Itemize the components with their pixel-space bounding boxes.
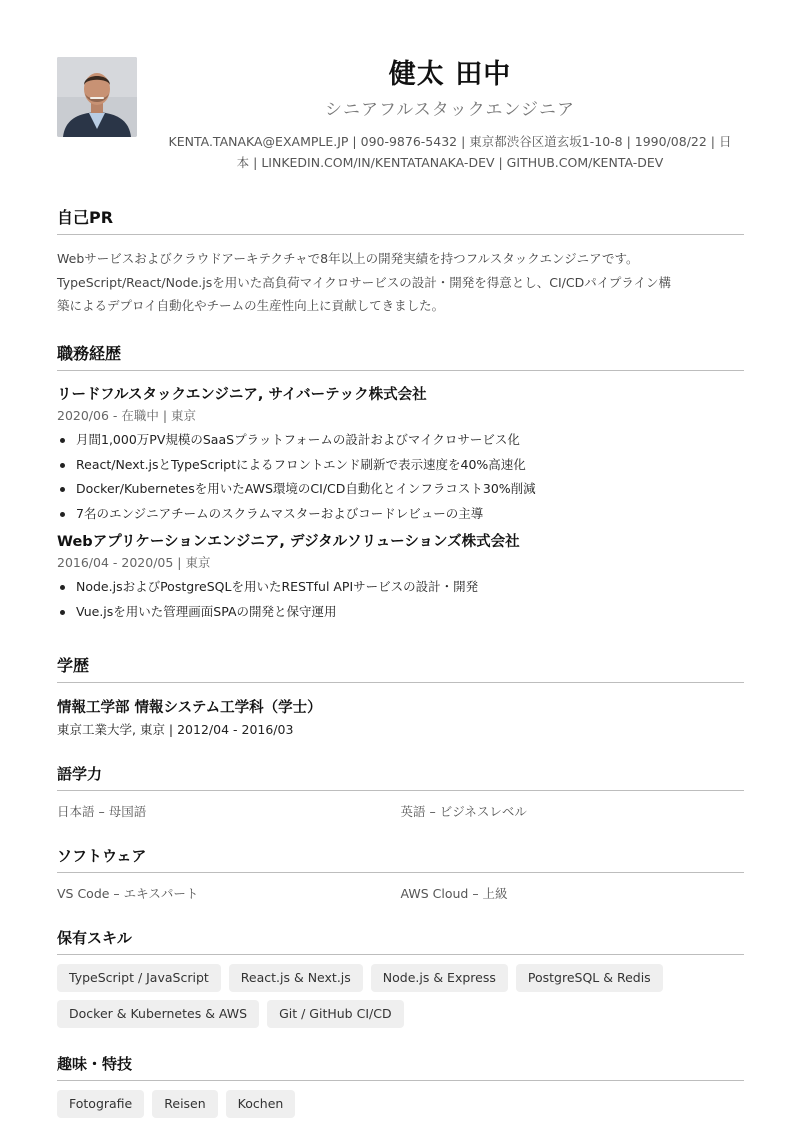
languages-section (57, 764, 744, 820)
hobby-tag: Fotografie (57, 1090, 144, 1118)
bullet-item (57, 575, 744, 600)
hobby-tag: Kochen (226, 1090, 296, 1118)
skill-tags (57, 964, 744, 1036)
section-heading: 学歴 (57, 656, 744, 683)
self-pr-line: 築によるデプロイ自動化やチームの生産性向上に貢献してきました。 (57, 298, 445, 313)
job-meta: 2016/04 - 2020/05 | 東京 (57, 555, 211, 570)
skill-tag: Docker & Kubernetes & AWS (57, 1000, 259, 1028)
job-title: Webアプリケーションエンジニア, デジタルソリューションズ株式会社 (57, 534, 520, 550)
section-heading: 職務経歴 (57, 344, 744, 371)
bullet-icon (60, 585, 65, 590)
contact-line-2: 本 | LINKEDIN.COM/IN/KENTATANAKA-DEV | GITHUB.COM/KENTA-DEV (236, 155, 664, 170)
section-heading: 自己PR (57, 208, 744, 235)
skill-tag: TypeScript / JavaScript (57, 964, 221, 992)
resume-header (150, 58, 750, 173)
hobby-tags (57, 1090, 744, 1126)
language-item: 英語 – ビジネスレベル (400, 804, 527, 819)
contact-line-1: KENTA.TANAKA@EXAMPLE.JP | 090-9876-5432 | 東京都渋谷区道玄坂1-10-8 | 1990/08/22 | 日 (168, 134, 732, 149)
bullet-icon (60, 487, 65, 492)
bullet-item (57, 453, 744, 478)
self-pr-text (57, 247, 744, 318)
job-entry (57, 532, 744, 624)
skill-tag: PostgreSQL & Redis (516, 964, 663, 992)
bullet-item (57, 477, 744, 502)
education-meta: 東京工業大学, 東京 | 2012/04 - 2016/03 (57, 722, 294, 737)
bullet-text: Vue.jsを用いた管理画面SPAの開発と保守運用 (76, 603, 337, 619)
education-entry (57, 698, 744, 740)
bullet-item (57, 502, 744, 527)
bullet-icon (60, 438, 65, 443)
job-entry (57, 385, 744, 526)
bullet-text: Docker/Kubernetesを用いたAWS環境のCI/CD自動化とインフラコスト30%削減 (76, 481, 536, 496)
languages-list (57, 802, 744, 820)
software-section (57, 846, 744, 902)
hobby-tag: Reisen (152, 1090, 217, 1118)
bullet-text: 月間1,000万PV規模のSaaSプラットフォームの設計およびマイクロサービス化 (76, 432, 520, 447)
hobbies-section (57, 1054, 744, 1126)
bullet-item (57, 600, 744, 625)
software-list (57, 884, 744, 902)
job-title: リードフルスタックエンジニア, サイバーテック株式会社 (57, 387, 427, 403)
experience-section (57, 344, 744, 624)
person-name: 健太 田中 (388, 59, 512, 90)
bullet-icon (60, 610, 65, 615)
software-item: AWS Cloud – 上級 (400, 886, 508, 901)
profile-photo-image (57, 57, 137, 137)
job-meta: 2020/06 - 在職中 | 東京 (57, 408, 197, 423)
bullet-item (57, 428, 744, 453)
job-bullets (57, 575, 744, 624)
education-section (57, 656, 744, 740)
skills-section (57, 928, 744, 1036)
bullet-text: React/Next.jsとTypeScriptによるフロントエンド刷新で表示速度を40%高速化 (76, 456, 526, 472)
job-headline: シニアフルスタックエンジニア (324, 100, 576, 120)
job-bullets (57, 428, 744, 526)
self-pr-line: Webサービスおよびクラウドアーキテクチャで8年以上の開発実績を持つフルスタックエンジニアです。 (57, 251, 639, 266)
bullet-icon (60, 512, 65, 517)
self-pr-section (57, 208, 744, 318)
software-item: VS Code – エキスパート (57, 886, 199, 901)
language-item: 日本語 – 母国語 (57, 804, 147, 819)
skill-tag: React.js & Next.js (229, 964, 363, 992)
degree-title: 情報工学部 情報システム工学科（学士） (57, 700, 322, 716)
skill-tag: Node.js & Express (371, 964, 508, 992)
section-heading: 語学力 (57, 764, 744, 791)
section-heading: 趣味・特技 (57, 1054, 744, 1081)
contact-info (150, 131, 750, 173)
skill-tag: Git / GitHub CI/CD (267, 1000, 404, 1028)
bullet-text: Node.jsおよびPostgreSQLを用いたRESTful APIサービスの設計・開発 (76, 579, 479, 594)
bullet-text: 7名のエンジニアチームのスクラムマスターおよびコードレビューの主導 (76, 505, 484, 521)
section-heading: 保有スキル (57, 928, 744, 955)
bullet-icon (60, 463, 65, 468)
self-pr-line: TypeScript/React/Node.jsを用いた高負荷マイクロサービスの設計・開発を得意とし、CI/CDパイプライン構 (57, 274, 671, 290)
section-heading: ソフトウェア (57, 846, 744, 873)
profile-photo (57, 57, 137, 137)
